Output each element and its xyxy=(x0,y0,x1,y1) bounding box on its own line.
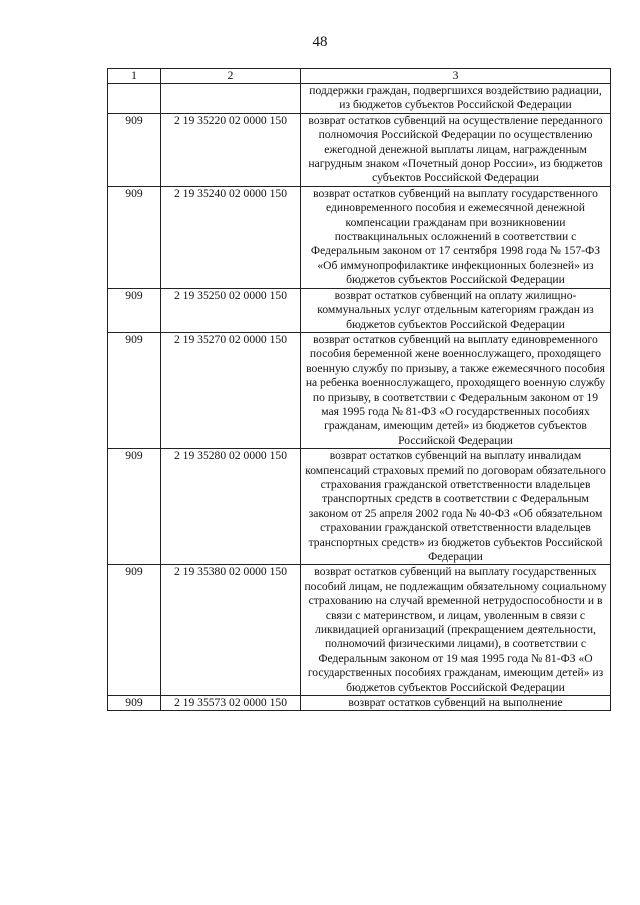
page-number: 48 xyxy=(312,34,328,50)
budget-code-cell: 2 19 35250 02 0000 150 xyxy=(161,288,301,332)
budget-code-cell: 2 19 35240 02 0000 150 xyxy=(161,186,301,288)
budget-code-cell: 2 19 35280 02 0000 150 xyxy=(161,449,301,565)
table-row xyxy=(108,84,611,114)
column-header-2: 2 xyxy=(161,69,301,84)
description-cell: возврат остатков субвенций на выплату единовременного пособия беременной жене военнослужащего, проходящего военную службу по призыву, а также ежемесячного пособия на ребенка военнослужащего, проходящего военную службу по призыву, в соответствии с Федеральным законом от 19 мая 1995 года № 81-ФЗ «О государственных пособиях гражданам, имеющим детей» из бюджетов субъектов Российской Федерации xyxy=(301,332,611,448)
budget-code-cell: 2 19 35270 02 0000 150 xyxy=(161,332,301,448)
description-cell: возврат остатков субвенций на выплату инвалидам компенсаций страховых премий по договорам обязательного страхования гражданской ответственности владельцев транспортных средств в соответствии с Федеральным законом от 25 апреля 2002 года № 40-ФЗ «Об обязательном страховании гражданской ответственности владельцев транспортных средств» из бюджетов субъектов Российской Федерации xyxy=(301,449,611,565)
admin-code-cell: 909 xyxy=(108,288,161,332)
table-row xyxy=(108,186,611,288)
description-cell: возврат остатков субвенций на оплату жилищно-коммунальных услуг отдельным категориям граждан из бюджетов субъектов Российской Федерации xyxy=(301,288,611,332)
admin-code-cell: 909 xyxy=(108,186,161,288)
description-cell: возврат остатков субвенций на выполнение xyxy=(301,696,611,711)
budget-code-cell xyxy=(161,84,301,114)
budget-code-cell: 2 19 35573 02 0000 150 xyxy=(161,696,301,711)
table-row xyxy=(108,332,611,448)
admin-code-cell: 909 xyxy=(108,332,161,448)
budget-code-cell: 2 19 35380 02 0000 150 xyxy=(161,565,301,696)
description-cell: возврат остатков субвенций на осуществление переданного полномочия Российской Федерации по осуществлению ежегодной денежной выплаты лицам, награжденным нагрудным знаком «Почетный донор России», из бюджетов субъектов Российской Федерации xyxy=(301,113,611,186)
admin-code-cell: 909 xyxy=(108,565,161,696)
budget-classification-table xyxy=(107,68,611,711)
table-row xyxy=(108,113,611,186)
admin-code-cell: 909 xyxy=(108,113,161,186)
description-cell: поддержки граждан, подвергшихся воздействию радиации, из бюджетов субъектов Российской Федерации xyxy=(301,84,611,114)
column-header-3: 3 xyxy=(301,69,611,84)
budget-code-cell: 2 19 35220 02 0000 150 xyxy=(161,113,301,186)
admin-code-cell: 909 xyxy=(108,696,161,711)
table-row xyxy=(108,449,611,565)
header-row xyxy=(108,69,611,84)
table-row xyxy=(108,288,611,332)
column-header-1: 1 xyxy=(108,69,161,84)
admin-code-cell: 909 xyxy=(108,449,161,565)
admin-code-cell xyxy=(108,84,161,114)
table-row xyxy=(108,565,611,696)
description-cell: возврат остатков субвенций на выплату государственных пособий лицам, не подлежащим обязательному социальному страхованию на случай временной нетрудоспособности и в связи с материнством, и лицам, уволенным в связи с ликвидацией организаций (прекращением деятельности, полномочий физическими лицами), в соответствии с Федеральным законом от 19 мая 1995 года № 81-ФЗ «О государственных пособиях гражданам, имеющим детей» из бюджетов субъектов Российской Федерации xyxy=(301,565,611,696)
description-cell: возврат остатков субвенций на выплату государственного единовременного пособия и ежемесячной денежной компенсации гражданам при возникновении поствакцинальных осложнений в соответствии с Федеральным законом от 17 сентября 1998 года № 157-ФЗ «Об иммунопрофилактике инфекционных болезней» из бюджетов субъектов Российской Федерации xyxy=(301,186,611,288)
table-row xyxy=(108,696,611,711)
